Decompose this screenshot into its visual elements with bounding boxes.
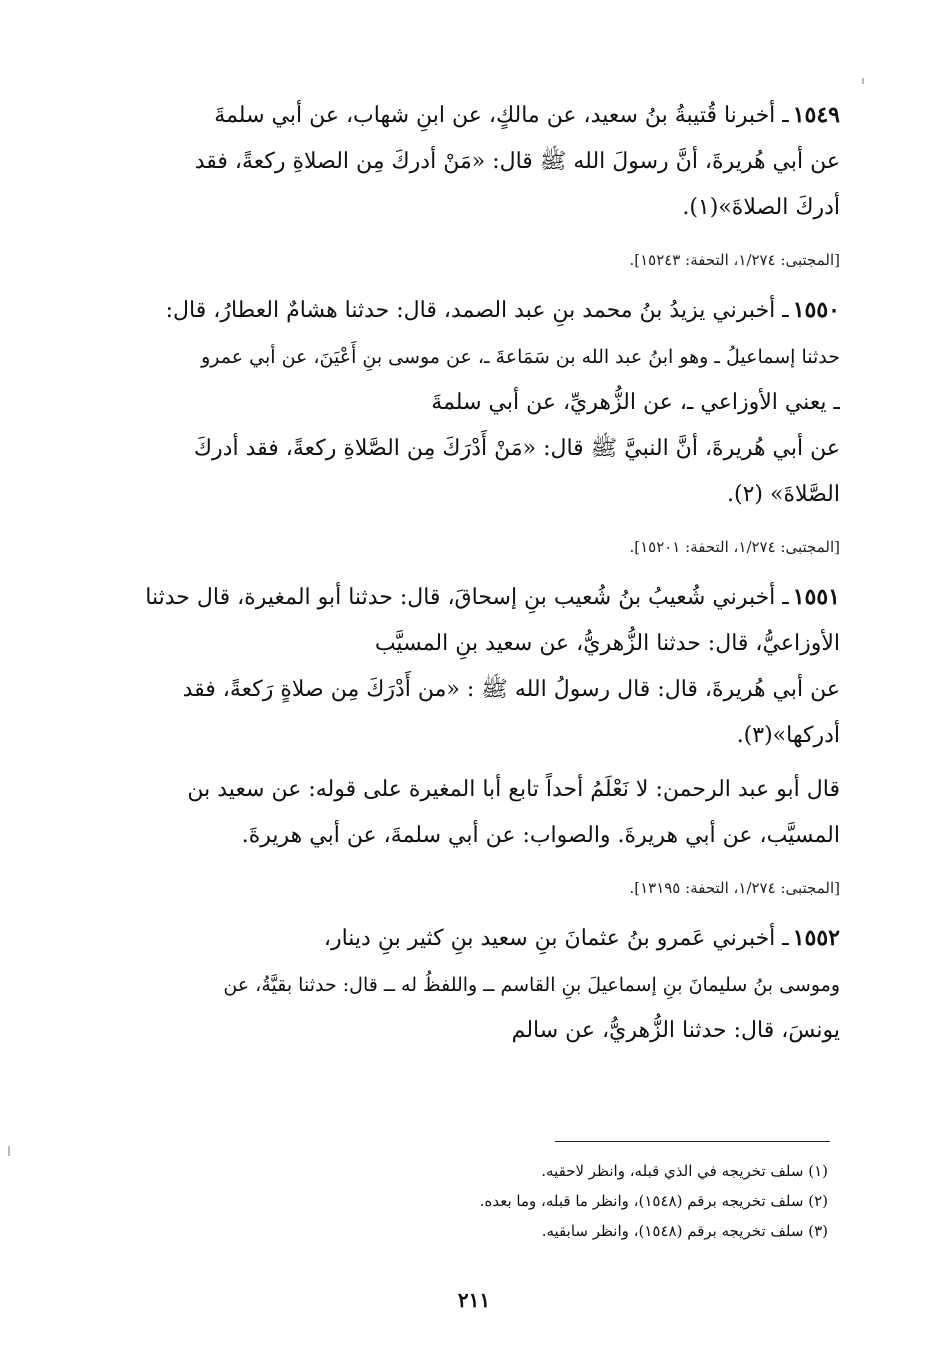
- text-line: أدركَ الصلاةَ»(١).: [682, 195, 840, 220]
- reference: [المجتبى: ١/٢٧٤، التحفة: ١٣١٩٥].: [629, 879, 840, 897]
- hadith-number: ١٥٤٩: [792, 102, 840, 128]
- text-line: يونسَ، قال: حدثنا الزُّهريُّ، عن سالم: [511, 1018, 840, 1043]
- footnote: (٢) سلف تخريجه برقم (١٥٤٨)، وانظر ما قبله، وما بعده.: [479, 1192, 828, 1210]
- text-line: قال أبو عبد الرحمن: لا نَعْلَمُ أحداً تابع أبا المغيرة على قوله: عن سعيد بن: [187, 777, 840, 802]
- hadith-1549: [110, 92, 840, 231]
- text-line: عن أبي هُريرةَ، أنَّ رسولَ الله ﷺ قال: «مَنْ أدركَ مِن الصلاةِ ركعةً، فقد: [194, 149, 840, 174]
- hadith-number: ١٥٥٢: [792, 925, 840, 951]
- hadith-number: ١٥٥٠: [792, 297, 840, 323]
- hadith-number: ١٥٥١: [792, 584, 840, 610]
- text-line: الصَّلاةَ» (٢).: [727, 482, 840, 507]
- reference: [المجتبى: ١/٢٧٤، التحفة: ١٥٢٤٣].: [629, 251, 840, 269]
- footnotes: [300, 1156, 828, 1246]
- text-line: عن أبي هُريرةَ، قال: قال رسولُ الله ﷺ : «من أَدْرَكَ مِن صلاةٍ رَكعةً، فقد: [182, 677, 840, 702]
- hadith-1551: [110, 574, 840, 859]
- text-line: ١٥٤٩ـ أخبرنا قُتيبةُ بنُ سعيد، عن مالكٍ، عن ابنِ شهاب، عن أبي سلمةَ: [214, 102, 840, 128]
- page-number: ٢١١: [457, 1288, 491, 1312]
- text-line: المسيَّب، عن أبي هريرةَ. والصواب: عن أبي سلمةَ، عن أبي هريرةَ.: [241, 823, 840, 848]
- text-line: الأوزاعيُّ، قال: حدثنا الزُّهريُّ، عن سعيد بنِ المسيَّب: [374, 631, 840, 656]
- text-line: ١٥٥٠ـ أخبرني يزيدُ بنُ محمد بنِ عبد الصمد، قال: حدثنا هشامٌ العطارُ، قال:: [165, 297, 840, 323]
- footnote-divider: [555, 1141, 830, 1142]
- hadith-1552: [110, 915, 840, 1054]
- text-line: عن أبي هُريرةَ، أنَّ النبيَّ ﷺ قال: «مَنْ أَدْرَكَ مِن الصَّلاةِ ركعةً، فقد أدركَ: [193, 436, 840, 461]
- main-text: [110, 92, 840, 1060]
- hadith-1550: [110, 287, 840, 518]
- text-line: حدثنا إسماعيلُ ـ وهو ابنُ عبد الله بن سَمَاعةَ ـ، عن موسى بنِ أَعْيَنَ، عن أبي عمرو: [201, 346, 840, 368]
- text-line: ١٥٥٢ـ أخبرني عَمرو بنُ عثمانَ بنِ سعيد بنِ كثير بنِ دينار،: [323, 925, 840, 951]
- scan-mark: [8, 1146, 10, 1156]
- text-line: أدركها»(٣).: [736, 723, 840, 748]
- footnote: (١) سلف تخريجه في الذي قبله، وانظر لاحقيه.: [541, 1162, 828, 1180]
- text-line: وموسى بنُ سليمانَ بنِ إسماعيلَ بنِ القاسم ــ واللفظُ له ــ قال: حدثنا بقيَّةُ، عن: [223, 974, 840, 996]
- text-line: ـ يعني الأوزاعي ـ، عن الزُّهريِّ، عن أبي سلمةَ: [431, 390, 840, 415]
- reference: [المجتبى: ١/٢٧٤، التحفة: ١٥٢٠١].: [629, 538, 840, 556]
- scan-mark: [862, 78, 864, 84]
- footnote: (٣) سلف تخريجه برقم (١٥٤٨)، وانظر سابقيه.: [541, 1222, 828, 1240]
- text-line: ١٥٥١ـ أخبرني شُعيبُ بنُ شُعيب بنِ إسحاقَ، قال: حدثنا أبو المغيرة، قال حدثنا: [145, 584, 840, 610]
